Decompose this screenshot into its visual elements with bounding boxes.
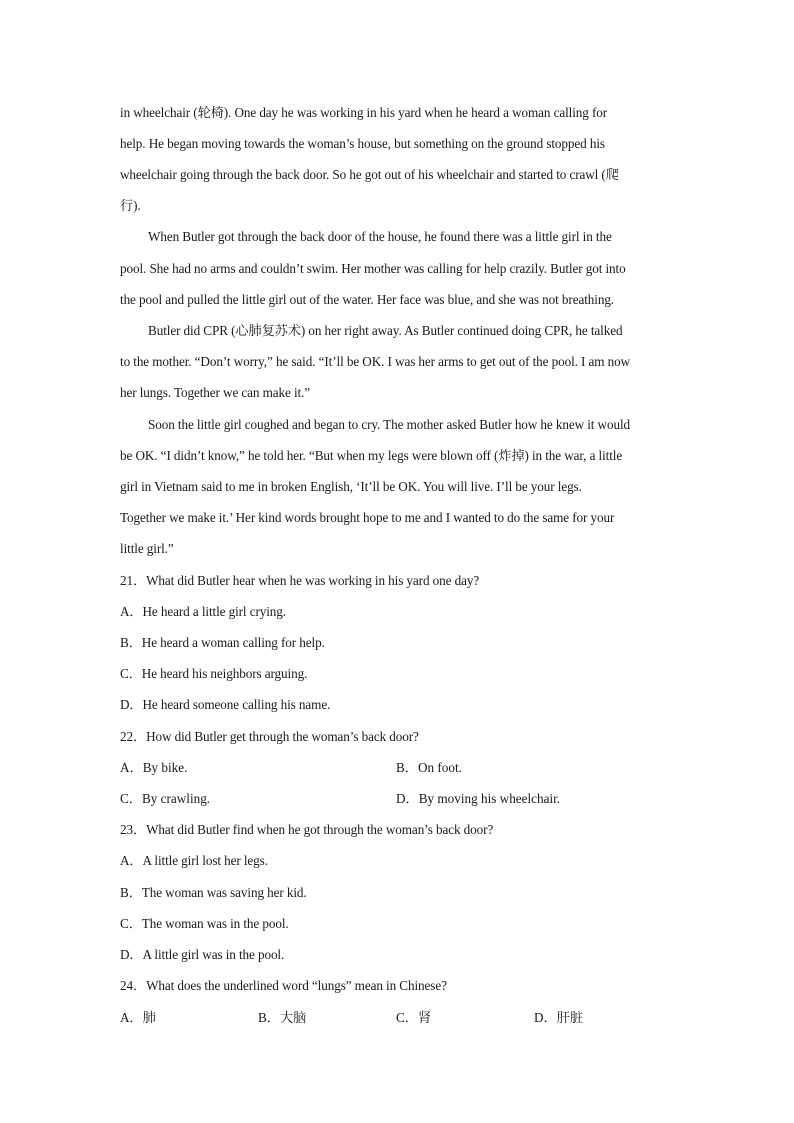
- question-23-option-c: C．The woman was in the pool.: [120, 916, 289, 931]
- passage-line-8: Butler did CPR (心肺复苏术) on her right away. As Butler continued doing CPR, he talked: [148, 323, 623, 338]
- passage-line-2: help. He began moving towards the woman’s house, but something on the ground stopped his: [120, 136, 605, 151]
- question-24-option-d: D．肝脏: [534, 1010, 584, 1025]
- passage-line-3: wheelchair going through the back door. So he got out of his wheelchair and started to crawl (爬: [120, 167, 619, 182]
- passage-line-14: Together we make it.’ Her kind words brought hope to me and I wanted to do the same for your: [120, 510, 615, 525]
- question-23-option-d: D．A little girl was in the pool.: [120, 947, 285, 962]
- passage-line-15: little girl.”: [120, 541, 174, 556]
- passage-line-11: Soon the little girl coughed and began to cry. The mother asked Butler how he knew it would: [148, 417, 631, 432]
- question-21-option-a: A．He heard a little girl crying.: [120, 604, 286, 619]
- question-23-option-b: B．The woman was saving her kid.: [120, 885, 307, 900]
- passage-line-4: 行).: [120, 198, 141, 213]
- passage-line-6: pool. She had no arms and couldn’t swim. Her mother was calling for help crazily. Butler got into: [120, 261, 626, 276]
- question-22-option-b: B．On foot.: [396, 760, 462, 775]
- question-24-stem: 24．What does the underlined word “lungs” mean in Chinese?: [120, 978, 447, 993]
- passage-line-13: girl in Vietnam said to me in broken English, ‘It’ll be OK. You will live. I’ll be your legs.: [120, 479, 582, 494]
- question-21-option-b: B．He heard a woman calling for help.: [120, 635, 325, 650]
- passage-line-1: in wheelchair (轮椅). One day he was working in his yard when he heard a woman calling for: [120, 105, 608, 120]
- passage-line-12: be OK. “I didn’t know,” he told her. “But when my legs were blown off (炸掉) in the war, a little: [120, 448, 623, 463]
- passage-line-9: to the mother. “Don’t worry,” he said. “It’ll be OK. I was her arms to get out of the pool. I am now: [120, 354, 631, 369]
- question-22-stem: 22．How did Butler get through the woman’s back door?: [120, 729, 419, 744]
- passage-line-7: the pool and pulled the little girl out of the water. Her face was blue, and she was not breathing.: [120, 292, 615, 307]
- question-24-option-c: C．肾: [396, 1010, 432, 1025]
- question-21-option-d: D．He heard someone calling his name.: [120, 697, 331, 712]
- passage-line-10: her lungs. Together we can make it.”: [120, 385, 311, 400]
- question-22-option-a: A．By bike.: [120, 760, 188, 775]
- passage-line-5: When Butler got through the back door of the house, he found there was a little girl in the: [148, 229, 612, 244]
- question-24-option-b: B．大脑: [258, 1010, 307, 1025]
- question-23-stem: 23．What did Butler find when he got through the woman’s back door?: [120, 822, 494, 837]
- question-21-stem: 21．What did Butler hear when he was working in his yard one day?: [120, 573, 480, 588]
- question-21-option-c: C．He heard his neighbors arguing.: [120, 666, 308, 681]
- question-22-option-c: C．By crawling.: [120, 791, 211, 806]
- question-22-option-d: D．By moving his wheelchair.: [396, 791, 561, 806]
- question-24-option-a: A．肺: [120, 1010, 156, 1025]
- question-23-option-a: A．A little girl lost her legs.: [120, 853, 268, 868]
